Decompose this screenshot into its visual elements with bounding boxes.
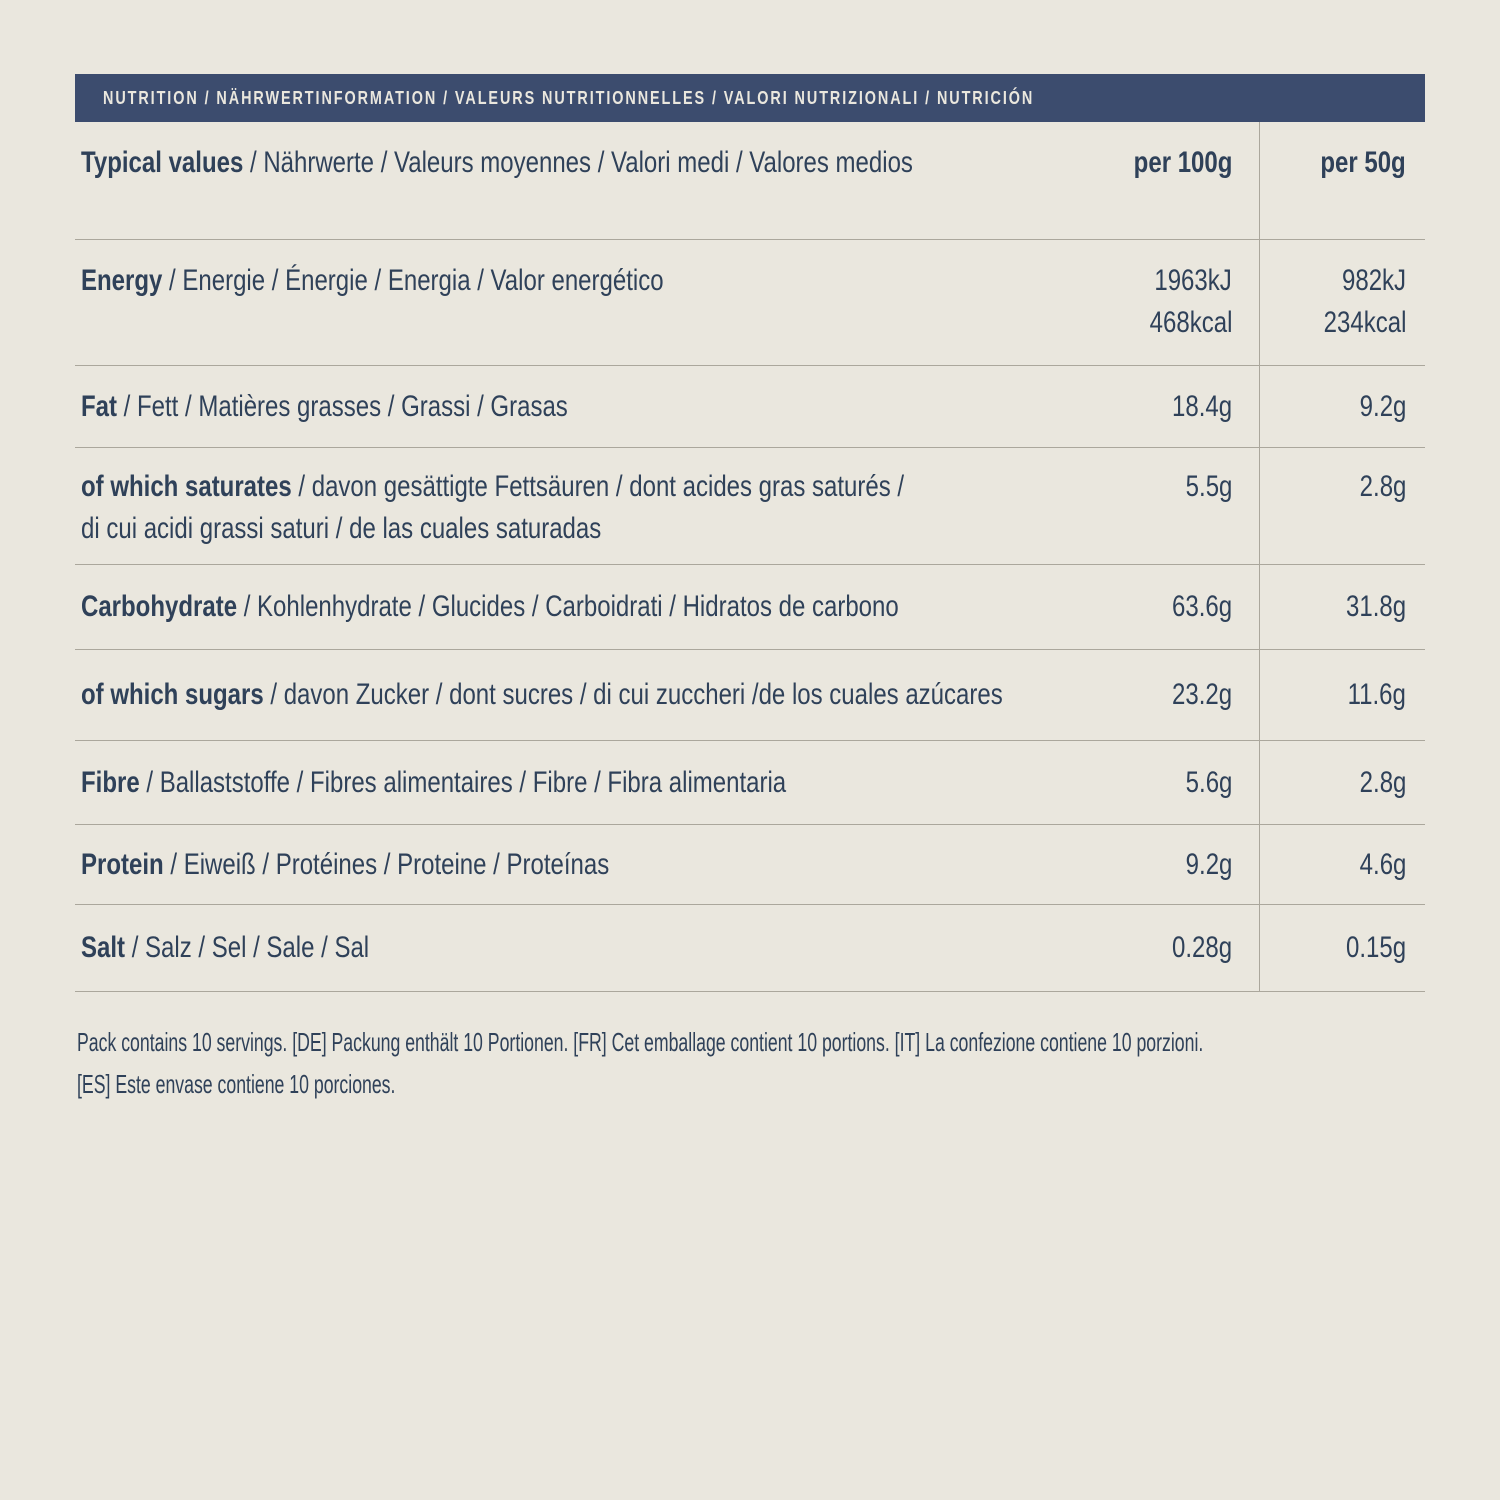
column-divider — [1259, 122, 1260, 992]
value-per-50g: 31.8g — [1345, 590, 1406, 623]
row-label: of which sugars / davon Zucker / dont sucres / di cui zuccheri /de los cuales azúcares — [81, 678, 1003, 711]
nutrition-table — [75, 74, 1425, 992]
value-per-100g: 23.2g — [1171, 678, 1232, 711]
servings-note — [77, 1021, 1500, 1105]
value-per-50g: 982kJ 234kcal — [1323, 264, 1406, 339]
row-label: Fat / Fett / Matières grasses / Grassi / Grasas — [81, 389, 568, 423]
value-per-100g: 9.2g — [1185, 847, 1232, 881]
value-per-100g: 0.28g — [1171, 931, 1232, 964]
value-per-100g: 63.6g — [1171, 590, 1232, 623]
value-per-100g: 1963kJ 468kcal — [1149, 264, 1232, 339]
row-label: of which saturates / davon gesättigte Fettsäuren / dont acides gras saturés / di cui acidi grassi saturi / de las cuales saturadas — [81, 470, 905, 545]
table-row-protein — [75, 825, 1425, 905]
table-title-bar — [75, 74, 1425, 122]
servings-note-line-2: [ES] Este envase contiene 10 porciones. — [77, 1069, 396, 1099]
table-row-fat — [75, 366, 1425, 448]
value-per-100g: 5.6g — [1185, 765, 1232, 799]
row-label: Carbohydrate / Kohlenhydrate / Glucides / Carboidrati / Hidratos de carbono — [81, 590, 899, 623]
table-title: NUTRITION / NÄHRWERTINFORMATION / VALEURS NUTRITIONNELLES / VALORI NUTRIZIONALI / NUTRICIÓN — [103, 87, 1035, 108]
value-per-100g: 18.4g — [1171, 389, 1232, 423]
column-header-per-100g: per 100g — [1133, 146, 1232, 179]
typical-values-label: Typical values / Nährwerte / Valeurs moyennes / Valori medi / Valores medios — [81, 146, 913, 179]
table-row-saturates — [75, 448, 1425, 565]
column-header-row — [75, 122, 1425, 240]
value-per-50g: 2.8g — [1359, 470, 1406, 503]
table-row-salt — [75, 905, 1425, 992]
value-per-50g: 4.6g — [1359, 847, 1406, 881]
value-per-100g: 5.5g — [1185, 470, 1232, 503]
table-row-energy — [75, 240, 1425, 366]
table-row-fibre — [75, 741, 1425, 825]
value-per-50g: 2.8g — [1359, 765, 1406, 799]
column-header-per-50g: per 50g — [1320, 146, 1406, 179]
row-label: Fibre / Ballaststoffe / Fibres alimentaires / Fibre / Fibra alimentaria — [81, 765, 787, 799]
servings-note-line-1: Pack contains 10 servings. [DE] Packung enthält 10 Portionen. [FR] Cet emballage contient 10 portions. [IT] La confezione contiene 10 porzioni. — [77, 1027, 1204, 1057]
table-row-sugars — [75, 650, 1425, 741]
value-per-50g: 11.6g — [1347, 678, 1406, 711]
value-per-50g: 9.2g — [1359, 389, 1406, 423]
table-row-carbohydrate — [75, 565, 1425, 650]
row-label: Salt / Salz / Sel / Sale / Sal — [81, 931, 370, 964]
value-per-50g: 0.15g — [1345, 931, 1406, 964]
row-label: Energy / Energie / Énergie / Energia / Valor energético — [81, 264, 664, 297]
row-label: Protein / Eiweiß / Protéines / Proteine / Proteínas — [81, 847, 610, 881]
